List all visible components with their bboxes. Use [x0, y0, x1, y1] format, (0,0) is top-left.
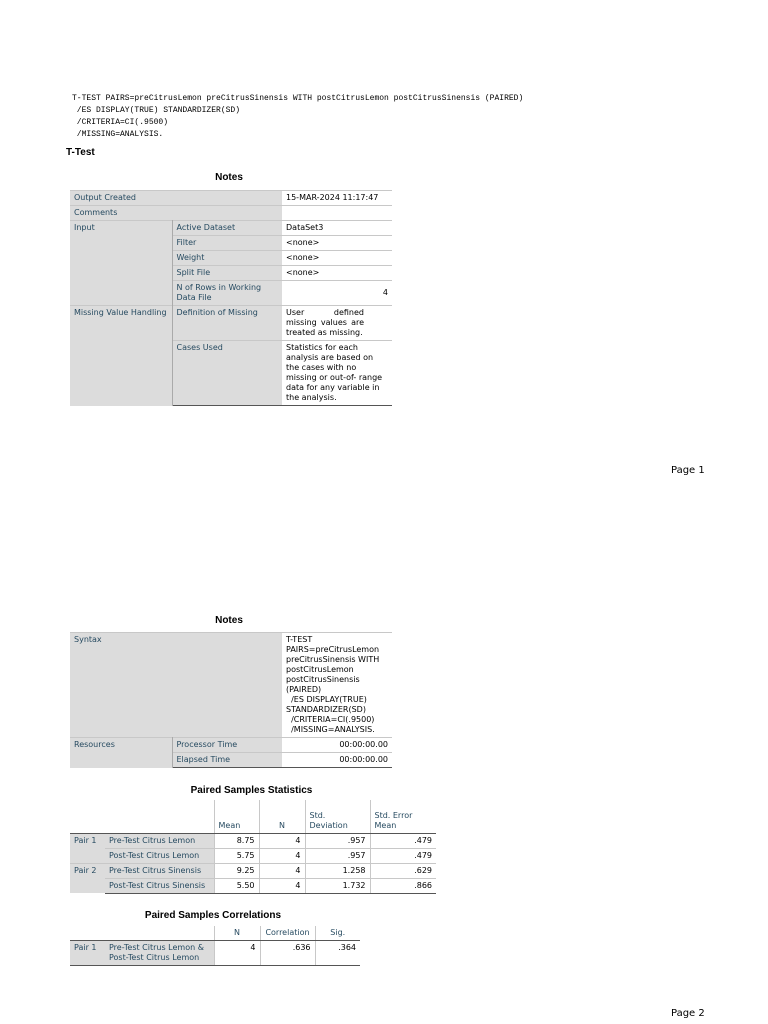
notes-row	[70, 306, 392, 341]
std-deviation-header: Std. Deviation	[305, 800, 370, 833]
cases-used-value: Statistics for each analysis are based on the cases with no missing or out-of- range data for any variable in the analysis.	[282, 341, 392, 406]
notes-table-2	[70, 632, 392, 768]
correlation-header: Correlation	[260, 926, 315, 941]
sd-cell: .957	[305, 848, 370, 863]
row-label: Pre-Test Citrus Sinensis	[105, 863, 214, 878]
se-cell: .479	[370, 848, 436, 863]
correlation-cell: .636	[260, 941, 315, 966]
weight-label: Weight	[172, 251, 282, 266]
syntax-value: T-TEST PAIRS=preCitrusLemon preCitrusSinensis WITH postCitrusLemon postCitrusSinensis (PAIRED) /ES DISPLAY(TRUE) STANDARDIZER(SD) /CRITERIA=CI(.9500) /MISSING=ANALYSIS.	[282, 633, 392, 738]
input-label: Input	[70, 221, 172, 306]
mean-cell: 5.50	[214, 878, 259, 893]
header-row	[70, 926, 360, 941]
corner-cell	[70, 926, 214, 941]
row-label: Post-Test Citrus Sinensis	[105, 878, 214, 893]
header-row	[70, 800, 436, 833]
notes-row	[70, 206, 392, 221]
paired-stats-title: Paired Samples Statistics	[190, 785, 313, 796]
syntax-block: T-TEST PAIRS=preCitrusLemon preCitrusSinensis WITH postCitrusLemon postCitrusSinensis (PAIRED) /ES DISPLAY(TRUE) STANDARDIZER(SD) /CRITERIA=CI(.9500) /MISSING=ANALYSIS.	[72, 94, 524, 139]
pair-label: Pair 1	[70, 833, 105, 863]
output-created-label: Output Created	[70, 191, 282, 206]
comments-label: Comments	[70, 206, 282, 221]
notes-title-1: Notes	[215, 172, 243, 183]
mean-cell: 8.75	[214, 833, 259, 848]
notes-row	[70, 738, 392, 753]
output-created-value: 15-MAR-2024 11:17:47	[282, 191, 392, 206]
missing-value-handling-label: Missing Value Handling	[70, 306, 172, 406]
filter-value: <none>	[282, 236, 392, 251]
elapsed-time-value: 00:00:00.00	[282, 753, 392, 768]
table-row	[70, 848, 436, 863]
pair-label: Pair 2	[70, 863, 105, 893]
table-row	[70, 833, 436, 848]
weight-value: <none>	[282, 251, 392, 266]
pair-label: Pair 1	[70, 941, 105, 966]
notes-title-2: Notes	[215, 615, 243, 626]
sd-cell: 1.732	[305, 878, 370, 893]
row-label: Pre-Test Citrus Lemon & Post-Test Citrus Lemon	[105, 941, 214, 966]
split-file-value: <none>	[282, 266, 392, 281]
corner-cell	[70, 800, 214, 833]
elapsed-time-label: Elapsed Time	[172, 753, 282, 768]
n-cell: 4	[259, 863, 305, 878]
sd-cell: 1.258	[305, 863, 370, 878]
notes-row	[70, 633, 392, 738]
row-label: Post-Test Citrus Lemon	[105, 848, 214, 863]
notes-row	[70, 191, 392, 206]
paired-stats-table	[70, 800, 436, 894]
table-row	[70, 878, 436, 893]
sd-cell: .957	[305, 833, 370, 848]
correlations-table	[70, 926, 360, 966]
n-header: N	[259, 800, 305, 833]
definition-of-missing-label: Definition of Missing	[172, 306, 282, 341]
n-rows-value: 4	[282, 281, 392, 306]
mean-cell: 9.25	[214, 863, 259, 878]
resources-label: Resources	[70, 738, 172, 768]
n-cell: 4	[259, 848, 305, 863]
active-dataset-value: DataSet3	[282, 221, 392, 236]
se-cell: .629	[370, 863, 436, 878]
se-cell: .479	[370, 833, 436, 848]
syntax-label: Syntax	[70, 633, 282, 738]
split-file-label: Split File	[172, 266, 282, 281]
correlations-title: Paired Samples Correlations	[144, 910, 282, 921]
page-number-2: Page 2	[671, 1008, 705, 1019]
sig-cell: .364	[315, 941, 360, 966]
row-label: Pre-Test Citrus Lemon	[105, 833, 214, 848]
cases-used-label: Cases Used	[172, 341, 282, 406]
n-rows-label: N of Rows in Working Data File	[172, 281, 282, 306]
notes-table-1	[70, 190, 392, 406]
page-number-1: Page 1	[671, 465, 705, 476]
n-cell: 4	[259, 833, 305, 848]
std-error-mean-header: Std. Error Mean	[370, 800, 436, 833]
processor-time-value: 00:00:00.00	[282, 738, 392, 753]
n-header: N	[214, 926, 260, 941]
se-cell: .866	[370, 878, 436, 893]
table-row	[70, 863, 436, 878]
processor-time-label: Processor Time	[172, 738, 282, 753]
table-row	[70, 941, 360, 966]
comments-value	[282, 206, 392, 221]
notes-row	[70, 221, 392, 236]
n-cell: 4	[214, 941, 260, 966]
filter-label: Filter	[172, 236, 282, 251]
mean-cell: 5.75	[214, 848, 259, 863]
sig-header: Sig.	[315, 926, 360, 941]
mean-header: Mean	[214, 800, 259, 833]
active-dataset-label: Active Dataset	[172, 221, 282, 236]
definition-of-missing-value: User defined missing values are treated as missing.	[282, 306, 392, 341]
n-cell: 4	[259, 878, 305, 893]
section-title: T-Test	[66, 147, 95, 158]
